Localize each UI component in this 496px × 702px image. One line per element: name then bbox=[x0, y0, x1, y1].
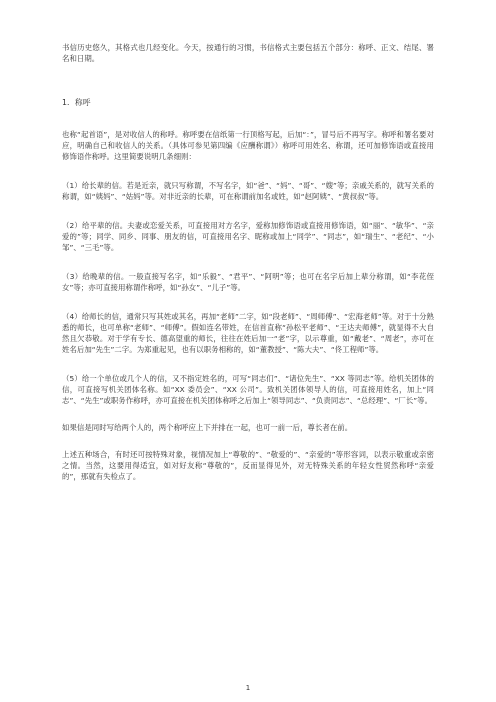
document-page bbox=[62, 42, 434, 500]
section-heading: 1．称呼 bbox=[62, 98, 91, 107]
paragraph-teachers: （4）给师长的信，通常只写其姓或其名，再加“老师”二字，如“段老师”、“周师傅”、“宏海老师”等。对于十分熟悉的师长，也可单称“老师”、“师傅”。假如连名带姓，在信首直称“孙松平老师”、“王达夫师傅”，就显得不大自然且欠恭敬。对于学有专长、德高望重的师长，往往在姓后加一“老”字，以示尊重，如“戴老”、“周老”，亦可在姓名后加“先生”二字。为郑重起见，也有以职务相称的，如“董教授”、“陈大夫”、“佟工程师”等。 bbox=[62, 312, 434, 354]
paragraph-salutation-definition: 也称“起首语”，是对收信人的称呼。称呼要在信纸第一行顶格写起，后加“：”，冒号后不再写字。称呼和署名要对应，明确自己和收信人的关系。（具体可参见第四编《应酬称谓》）称呼可用姓名、称谓，还可加修饰语或直接用修饰语作称呼。这里简要说明几条细则： bbox=[62, 130, 434, 161]
paragraph-juniors: （3）给晚辈的信。一般直接写名字，如“乐毅”、“君平”、“阿明”等；也可在名字后加上辈分称谓，如“李花侄女”等；亦可直接用称谓作称呼，如“孙女”、“儿子”等。 bbox=[62, 272, 434, 292]
paragraph-elders: （1）给长辈的信。若是近亲，就只写称谓，不写名字，如“爸”、“妈”、“哥”、“嫂”等；亲戚关系的，就写关系的称谓，如“姨妈”、“姑妈”等。对非近亲的长辈，可在称谓前加名或姓，如“赵阿姨”、“黄叔叔”等。 bbox=[62, 181, 434, 201]
paragraph-organizations: （5）给一个单位或几个人的信，又不指定姓名的，可写“同志们”、“诸位先生”、“XX 等同志”等。给机关团体的信，可直接写机关团体名称。如“XX 委员会”、“XX 公司”。致机关团体领导人的信，可直接用姓名，加上“同志”、“先生”或职务作称呼，亦可直接在机关团体称呼之后加上“领导同志”、“负责同志”、“总经理”、“厂长”等。 bbox=[62, 374, 434, 405]
paragraph-peers: （2）给平辈的信。夫妻或恋爱关系，可直接用对方名字，爱称加修饰语或直接用修饰语，如“丽”、“敏华”、“亲爱的”等；同学、同乡、同事、朋友的信，可直接用名字、昵称或加上“同学”、“同志”，如“瑞生”、“老纪”、“小邹”、“三毛”等。 bbox=[62, 221, 434, 252]
paragraph-two-recipients: 如果信是同时写给两个人的，两个称呼应上下并排在一起，也可一前一后，尊长者在前。 bbox=[62, 423, 353, 432]
paragraph-modifiers: 上述五种场合，有时还可按特殊对象，视情况加上“尊敬的”、“敬爱的”、“亲爱的”等形容词，以表示敬重或亲密之情。当然，这要用得适宜，如对好友称“尊敬的”，反而显得见外，对无特殊关系的年轻女性贸然称呼“亲爱的”，那就有失检点了。 bbox=[62, 450, 434, 481]
intro-paragraph: 书信历史悠久，其格式也几经变化。今天，按通行的习惯，书信格式主要包括五个部分：称呼、正文、结尾、署名和日期。 bbox=[62, 43, 434, 63]
page-number: 1 bbox=[245, 684, 251, 692]
